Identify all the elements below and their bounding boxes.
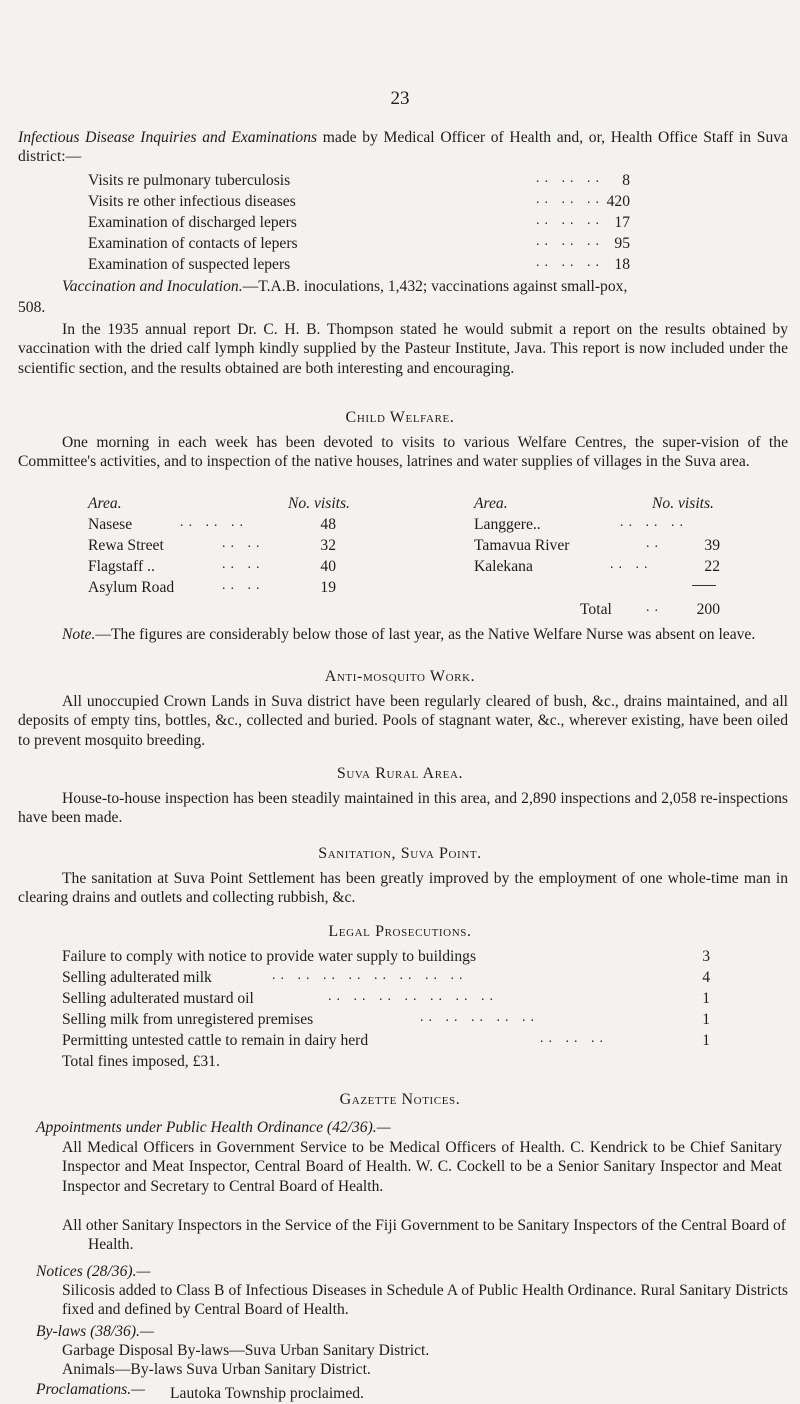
leader-dots: .. .. .. .. .. [420,1010,539,1025]
leader-dots: .. .. [222,536,265,551]
col-header-visits: No. visits. [288,495,350,512]
welfare-area: Kalekana [474,558,533,575]
infectious-row-value: 420 [606,193,630,210]
vaccination-count: 508. [18,299,46,316]
infectious-row [88,255,290,274]
note-label: Note. [62,626,96,643]
leader-dots: .. [646,536,663,551]
note-text: —The figures are considerably below those of last year, as the Native Welfare Nurse was absent on leave. [95,626,756,643]
leader-dots: .. .. .. [536,255,604,270]
infectious-row [88,213,297,232]
welfare-area: Rewa Street [88,537,164,554]
welfare-visits: 39 [704,537,720,554]
page-number: 23 [390,88,410,109]
legal-row-value: 1 [702,990,710,1007]
infectious-row-value: 18 [614,256,630,273]
welfare-area: Langgere.. [474,516,541,533]
child-welfare-paragraph: One morning in each week has been devoted to visits to various Welfare Centres, the super-vision of the Committee's activities, and to inspection of the native houses, latrines and water supplies of villages in the Suva area. [18,434,788,471]
welfare-area: Tamavua River [474,537,570,554]
leader-dots: .. .. [222,578,265,593]
notices-heading: Notices (28/36).— [36,1263,151,1280]
legal-row-value: 1 [702,1032,710,1049]
infectious-row-label: Examination of suspected lepers [88,256,291,273]
appointments-heading: Appointments under Public Health Ordinance (42/36).— [36,1119,391,1136]
proclamations-heading: Proclamations.— [36,1381,146,1398]
notices-paragraph: Silicosis added to Class B of Infectious Diseases in Schedule A of Public Health Ordinance. Rural Sanitary Districts fixed and defined by Central Board of Health. [62,1282,788,1319]
leader-dots: .. .. .. [536,192,604,207]
proclamations-line: Lautoka Township proclaimed. [170,1385,364,1402]
legal-row-label: Selling adulterated mustard oil [62,990,254,1007]
leader-dots: .. .. .. [540,1031,608,1046]
rural-paragraph: House-to-house inspection has been steadily maintained in this area, and 2,890 inspections and 2,058 re-inspections have been made. [18,790,788,827]
legal-row-value: 4 [702,969,710,986]
report-paragraph: In the 1935 annual report Dr. C. H. B. Thompson stated he would submit a report on the results obtained by vaccination with the dried calf lymph kindly supplied by the Pasteur Institute, Java. This report is now included under the scientific section, and the results obtained are both interesting and encouraging. [18,321,788,377]
welfare-visits: 19 [320,579,336,596]
vaccination-line [62,277,627,296]
child-welfare-heading: Child Welfare. [345,409,455,426]
welfare-visits: 22 [704,558,720,575]
total-rule [692,585,716,586]
welfare-area: Asylum Road [88,579,175,596]
sanitation-heading: Sanitation, Suva Point. [318,845,482,862]
vaccination-text: —T.A.B. inoculations, 1,432; vaccinations against small-pox, [242,278,628,295]
leader-dots: .. .. [610,557,653,572]
bylaws-line: Animals—By-laws Suva Urban Sanitary District. [62,1361,371,1378]
infectious-row-value: 8 [622,172,630,189]
vaccination-title: Vaccination and Inoculation. [62,278,243,295]
leader-dots: .. .. [222,557,265,572]
welfare-total-value: 200 [696,601,720,618]
legal-total-fines: Total fines imposed, £31. [62,1053,220,1070]
welfare-area: Flagstaff .. [88,558,155,575]
infectious-row-label: Examination of contacts of lepers [88,235,298,252]
leader-dots: .. .. .. [536,213,604,228]
rural-heading: Suva Rural Area. [336,765,464,782]
welfare-area: Nasese [88,516,133,533]
legal-row-value: 3 [702,948,710,965]
infectious-row-value: 95 [614,235,630,252]
sanitation-paragraph: The sanitation at Suva Point Settlement has been greatly improved by the employment of one whole-time man in clearing drains and outlets and collecting rubbish, &c. [18,870,788,907]
infectious-row-label: Examination of discharged lepers [88,214,297,231]
infectious-row-label: Visits re pulmonary tuberculosis [88,172,291,189]
appointments-text-2: All other Sanitary Inspectors in the Service of the Fiji Government to be Sanitary Inspectors of the Central Board of Health. [62,1217,786,1254]
col-header-area: Area. [474,495,508,512]
legal-row-label: Permitting untested cattle to remain in dairy herd [62,1032,369,1049]
legal-row-label: Selling adulterated milk [62,969,212,986]
appointments-paragraph-1 [62,1138,782,1196]
anti-mosquito-heading: Anti-mosquito Work. [324,668,476,685]
col-header-area: Area. [88,495,122,512]
infectious-row-label: Visits re other infectious diseases [88,193,296,210]
infectious-row [88,192,296,211]
anti-mosquito-paragraph: All unoccupied Crown Lands in Suva district have been regularly cleared of bush, &c., drains maintained, and all deposits of empty tins, bottles, &c., collected and buried. Pools of stagnant water, &c., wherever existing, have been oiled to prevent mosquito breeding. [18,693,788,749]
appointments-paragraph-2 [36,1216,786,1255]
infectious-intro [18,128,788,167]
leader-dots: .. .. .. .. .. .. .. [328,989,498,1004]
leader-dots: .. [646,600,663,615]
gazette-heading: Gazette Notices. [339,1091,461,1108]
infectious-intro-title: Infectious Disease Inquiries and Examinations [18,129,318,146]
leader-dots: .. .. .. .. .. .. .. .. [272,968,468,983]
leader-dots: .. .. .. [180,515,248,530]
bylaws-heading: By-laws (38/36).— [36,1323,154,1340]
infectious-row-value: 17 [614,214,630,231]
leader-dots: .. .. .. [620,515,688,530]
legal-heading: Legal Prosecutions. [328,923,472,940]
welfare-visits: 48 [320,516,336,533]
welfare-visits: 40 [320,558,336,575]
col-header-visits: No. visits. [652,495,714,512]
leader-dots: .. .. .. [536,234,604,249]
bylaws-line: Garbage Disposal By-laws—Suva Urban Sanitary District. [62,1342,430,1359]
leader-dots: .. .. .. [536,171,604,186]
infectious-row [88,171,290,190]
infectious-row [88,234,298,253]
welfare-total-label: Total [580,601,612,618]
legal-row-label: Selling milk from unregistered premises [62,1011,314,1028]
welfare-visits: 32 [320,537,336,554]
welfare-note [18,625,788,644]
appointments-text-1: All Medical Officers in Government Service to be Medical Officers of Health. C. Kendrick to be Chief Sanitary Inspector and Meat Inspector, Central Board of Health. W. C. Cockell to be a Senior Sanitary Inspector and Meat Inspector and Secretary to Central Board of Health. [62,1139,782,1195]
infectious-intro-text: made by Medical Officer of Health and, or, Health Office Staff in Suva district:— [18,129,788,166]
legal-row-value: 1 [702,1011,710,1028]
legal-row-label: Failure to comply with notice to provide water supply to buildings [62,948,477,965]
